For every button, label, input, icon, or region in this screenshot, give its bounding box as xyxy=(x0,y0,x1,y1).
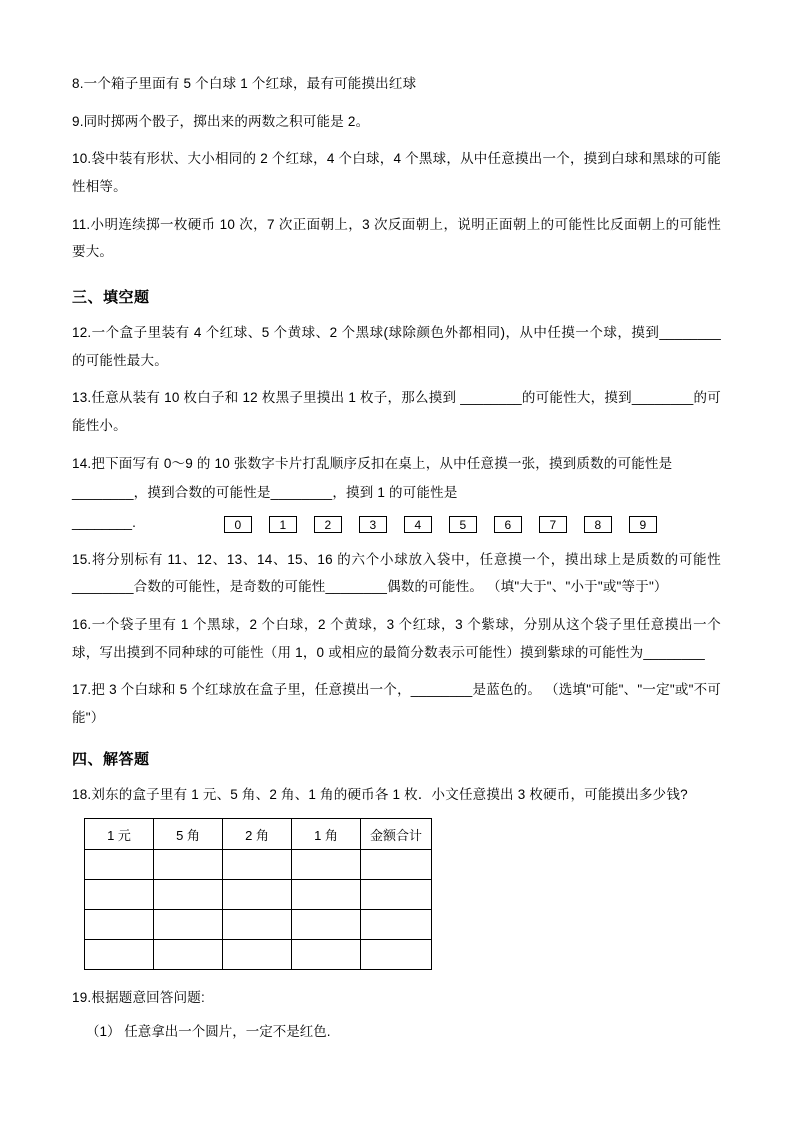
table-header-cell: 1 角 xyxy=(292,819,361,850)
question-14-blank-3: ________. xyxy=(72,515,136,531)
table-cell[interactable] xyxy=(85,940,154,970)
question-15: 15.将分别标有 11、12、13、14、15、16 的六个小球放入袋中，任意摸一个，摸出球上是质数的可能性________合数的可能性，是奇数的可能性________偶数的可能性。 （填"大于"、"小于"或"等于"） xyxy=(72,551,721,595)
table-cell[interactable] xyxy=(292,850,361,880)
question-14-line-1: 14.把下面写有 0～9 的 10 张数字卡片打乱顺序反扣在桌上，从中任意摸一张，摸到质数的可能性是 xyxy=(72,455,673,471)
section-title-solve: 四、解答题 xyxy=(72,750,150,768)
number-card: 7 xyxy=(539,516,567,533)
table-header-cell: 5 角 xyxy=(154,819,223,850)
number-card: 0 xyxy=(224,516,252,533)
question-10: 10.袋中装有形状、大小相同的 2 个红球，4 个白球，4 个黑球，从中任意摸出一个，摸到白球和黑球的可能性相等。 xyxy=(72,151,721,195)
table-row-header xyxy=(85,819,432,850)
table-cell[interactable] xyxy=(223,880,292,910)
question-14-line-3 xyxy=(72,509,721,537)
number-card: 4 xyxy=(404,516,432,533)
table-cell[interactable] xyxy=(361,910,432,940)
question-19: 19.根据题意回答问题: xyxy=(72,990,205,1006)
table-cell[interactable] xyxy=(292,940,361,970)
number-card: 3 xyxy=(359,516,387,533)
question-13: 13.任意从装有 10 枚白子和 12 枚黑子里摸出 1 枚子，那么摸到 ________的可能性大，摸到________的可能性小。 xyxy=(72,390,721,434)
table-cell[interactable] xyxy=(85,910,154,940)
question-11: 11.小明连续掷一枚硬币 10 次，7 次正面朝上，3 次反面朝上，说明正面朝上的可能性比反面朝上的可能性要大。 xyxy=(72,216,721,260)
table-cell[interactable] xyxy=(223,940,292,970)
table-row xyxy=(85,910,432,940)
table-cell[interactable] xyxy=(223,850,292,880)
table-header-cell: 2 角 xyxy=(223,819,292,850)
table-cell[interactable] xyxy=(361,850,432,880)
table-cell[interactable] xyxy=(85,850,154,880)
number-cards-row xyxy=(224,516,657,533)
table-cell[interactable] xyxy=(361,940,432,970)
question-14-line-2: ________，摸到合数的可能性是________，摸到 1 的可能性是 xyxy=(72,485,458,501)
number-card: 8 xyxy=(584,516,612,533)
question-16: 16.一个袋子里有 1 个黑球，2 个白球，2 个黄球，3 个红球，3 个紫球，分别从这个袋子里任意摸出一个球，写出摸到不同种球的可能性（用 1，0 或相应的最简分数表示可能性）摸到紫球的可能性为________ xyxy=(72,617,721,660)
table-cell[interactable] xyxy=(292,910,361,940)
number-card: 1 xyxy=(269,516,297,533)
question-19-sub-1: （1） 任意拿出一个圆片，一定不是红色. xyxy=(86,1024,331,1040)
table-cell[interactable] xyxy=(361,880,432,910)
table-row xyxy=(85,940,432,970)
table-row xyxy=(85,850,432,880)
number-card: 9 xyxy=(629,516,657,533)
table-cell[interactable] xyxy=(292,880,361,910)
table-cell[interactable] xyxy=(154,880,223,910)
question-12: 12.一个盒子里装有 4 个红球、5 个黄球、2 个黑球(球除颜色外都相同)，从中任摸一个球，摸到________的可能性最大。 xyxy=(72,325,721,368)
question-17: 17.把 3 个白球和 5 个红球放在盒子里，任意摸出一个，________是蓝色的。 （选填"可能"、"一定"或"不可能"） xyxy=(72,682,721,726)
question-8: 8.一个箱子里面有 5 个白球 1 个红球，最有可能摸出红球 xyxy=(72,76,417,91)
question-18: 18.刘东的盒子里有 1 元、5 角、2 角、1 角的硬币各 1 枚．小文任意摸出 3 枚硬币，可能摸出多少钱? xyxy=(72,786,688,802)
table-cell[interactable] xyxy=(223,910,292,940)
question-9: 9.同时掷两个骰子，掷出来的两数之积可能是 2。 xyxy=(72,113,370,129)
number-card: 5 xyxy=(449,516,477,533)
table-header-cell: 1 元 xyxy=(85,819,154,850)
table-row xyxy=(85,880,432,910)
number-card: 2 xyxy=(314,516,342,533)
number-card: 6 xyxy=(494,516,522,533)
table-cell[interactable] xyxy=(154,940,223,970)
table-header-cell: 金额合计 xyxy=(361,819,432,850)
table-cell[interactable] xyxy=(85,880,154,910)
coin-combination-table xyxy=(84,818,432,970)
section-title-fill-in-blank: 三、填空题 xyxy=(72,289,150,307)
table-cell[interactable] xyxy=(154,850,223,880)
table-cell[interactable] xyxy=(154,910,223,940)
